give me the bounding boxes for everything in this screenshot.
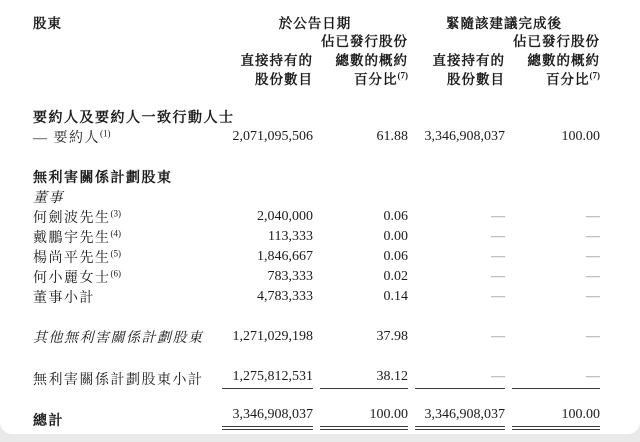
row-label: 董事 [33, 191, 64, 206]
table-row-directors-subtotal [33, 287, 600, 307]
col-group-after-completion: 緊隨該建議完成後 [446, 16, 562, 31]
cell-shares-after: — [491, 329, 505, 344]
cell-pct-current: 0.06 [383, 209, 408, 224]
table-row-director [33, 247, 600, 267]
cell-pct-after: — [586, 289, 600, 304]
cell-pct-after: 100.00 [561, 129, 600, 144]
table-row-director [33, 267, 600, 287]
cell-shares-current: 1,271,029,198 [232, 329, 313, 344]
cell-shares-current: 1,275,812,531 [222, 367, 313, 389]
cell-shares-after: 3,346,908,037 [408, 405, 505, 430]
cell-pct-current: 37.98 [376, 329, 408, 344]
cell-pct-current: 0.00 [383, 229, 408, 244]
row-label: 何劍波先生$^{(3)}$ [33, 208, 121, 226]
header-row-groups [33, 12, 600, 32]
footnote-ref: (7) [397, 70, 408, 81]
cell-pct-current: 61.88 [376, 129, 408, 144]
row-label: — 要約人$^{(1)}$ [33, 128, 111, 146]
footnote-ref: (5) [110, 248, 121, 259]
table-row-director [33, 227, 600, 247]
cell-pct-after: — [586, 249, 600, 264]
cell-shares-current: 783,333 [267, 269, 313, 284]
header-row-subcolumns [33, 32, 600, 89]
col-header-pct-after: 佔已發行股份 總數的概約 百分比$^{(7)}$ [513, 34, 600, 87]
col-header-shareholder: 股東 [33, 16, 62, 31]
cell-shares-after: — [491, 209, 505, 224]
table-row-other-disinterested [33, 327, 600, 347]
cell-pct-after: — [586, 269, 600, 284]
row-label: 其他無利害關係計劃股東 [33, 331, 204, 346]
cell-pct-after: — [505, 367, 600, 389]
cell-shares-current: 3,346,908,037 [222, 405, 313, 430]
cell-pct-current: 38.12 [313, 367, 408, 389]
table-row-offeror [33, 127, 600, 147]
row-label: 戴鵬宇先生$^{(4)}$ [33, 228, 121, 246]
table-row-total [33, 405, 600, 430]
row-label: 無利害關係計劃股東小計 [33, 373, 204, 388]
row-label: 楊尚平先生$^{(5)}$ [33, 248, 121, 266]
row-label: 要約人及要約人一致行動人士 [33, 111, 235, 126]
footnote-ref: (1) [100, 128, 111, 139]
footnote-ref: (7) [589, 70, 600, 81]
cell-shares-current: 113,333 [268, 229, 313, 244]
row-label: 總計 [33, 414, 64, 429]
cell-shares-after: — [491, 229, 505, 244]
footnote-ref: (4) [110, 228, 121, 239]
footnote-ref: (3) [110, 208, 121, 219]
cell-pct-after: — [586, 229, 600, 244]
table-row-disinterested-subtotal [33, 367, 600, 389]
col-header-shares-current: 直接持有的 股份數目 [240, 53, 313, 87]
cell-pct-current: 0.14 [383, 289, 408, 304]
table-row-directors-heading [33, 187, 600, 207]
cell-pct-current: 0.02 [383, 269, 408, 284]
cell-shares-after: — [491, 289, 505, 304]
cell-shares-current: 2,040,000 [257, 209, 313, 224]
row-label: 董事小計 [33, 291, 95, 306]
cell-shares-after: — [408, 367, 505, 389]
cell-pct-after: — [586, 329, 600, 344]
col-header-shares-after: 直接持有的 股份數目 [432, 53, 505, 87]
row-label: 無利害關係計劃股東 [33, 171, 173, 186]
table-row-disinterested-heading [33, 167, 600, 187]
cell-shares-current: 1,846,667 [257, 249, 313, 264]
col-header-pct-current: 佔已發行股份 總數的概約 百分比$^{(7)}$ [321, 34, 408, 87]
cell-pct-after: — [586, 209, 600, 224]
row-label: 何小麗女士$^{(6)}$ [33, 268, 121, 286]
cell-pct-after: 100.00 [505, 405, 600, 430]
cell-pct-current: 0.06 [383, 249, 408, 264]
shareholding-table [33, 12, 600, 430]
cell-pct-current: 100.00 [313, 405, 408, 430]
cell-shares-after: — [491, 249, 505, 264]
cell-shares-after: — [491, 269, 505, 284]
table-row-offeror-group [33, 107, 600, 127]
cell-shares-current: 4,783,333 [257, 289, 313, 304]
footnote-ref: (6) [110, 268, 121, 279]
cell-shares-after: 3,346,908,037 [424, 129, 505, 144]
table-row-director [33, 207, 600, 227]
cell-shares-current: 2,071,095,506 [232, 129, 313, 144]
col-group-at-announcement: 於公告日期 [278, 16, 352, 31]
